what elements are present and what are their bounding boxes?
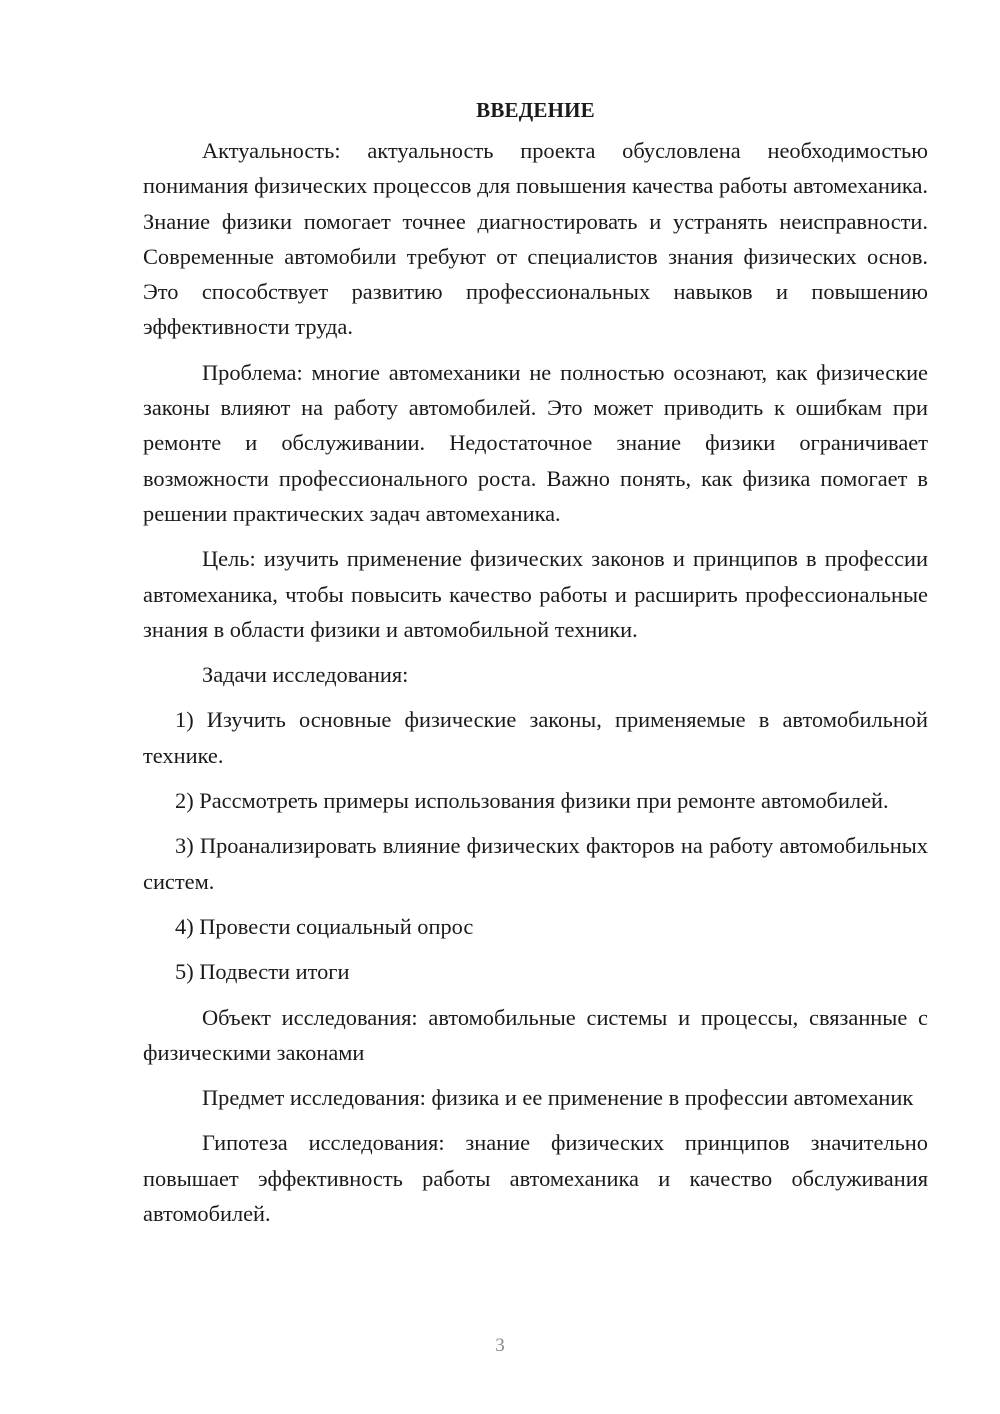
paragraph-object: Объект исследования: автомобильные системы и процессы, связанные с физическими законами (143, 1004, 928, 1065)
task-item-5: 5) Подвести итоги (175, 959, 350, 985)
page-number: 3 (495, 1335, 505, 1356)
task-item-2: 2) Рассмотреть примеры использования физики при ремонте автомобилей. (175, 788, 889, 814)
task-item-1: 1) Изучить основные физические законы, применяемые в автомобильной технике. (143, 707, 928, 768)
paragraph-subject: Предмет исследования: физика и ее применение в профессии автомеханик (202, 1085, 914, 1111)
task-item-4: 4) Провести социальный опрос (175, 913, 474, 939)
task-item-3: 3) Проанализировать влияние физических факторов на работу автомобильных систем. (143, 833, 928, 894)
paragraph-goal: Цель: изучить применение физических законов и принципов в профессии автомеханика, чтобы повысить качество работы и расширить профессиональные знания в области физики и автомобильной техники. (143, 546, 928, 642)
section-title: ВВЕДЕНИЕ (476, 98, 595, 122)
tasks-heading: Задачи исследования: (202, 662, 409, 688)
paragraph-problem: Проблема: многие автомеханики не полностью осознают, как физические законы влияют на работу автомобилей. Это может приводить к ошибкам при ремонте и обслуживании. Недостаточное знание физики ограничивает возможности профессионального роста. Важно понять, как физика помогает в решении практических задач автомеханика. (143, 359, 928, 526)
document-page (143, 92, 928, 1241)
paragraph-relevance: Актуальность: актуальность проекта обусловлена необходимостью понимания физических процессов для повышения качества работы автомеханика. Знание физики помогает точнее диагностировать и устранять неисправности. Современные автомобили требуют от специалистов знания физических основ. Это способствует развитию профессиональных навыков и повышению эффективности труда. (143, 138, 928, 340)
paragraph-hypothesis: Гипотеза исследования: знание физических принципов значительно повышает эффективность работы автомеханика и качество обслуживания автомобилей. (143, 1130, 928, 1227)
